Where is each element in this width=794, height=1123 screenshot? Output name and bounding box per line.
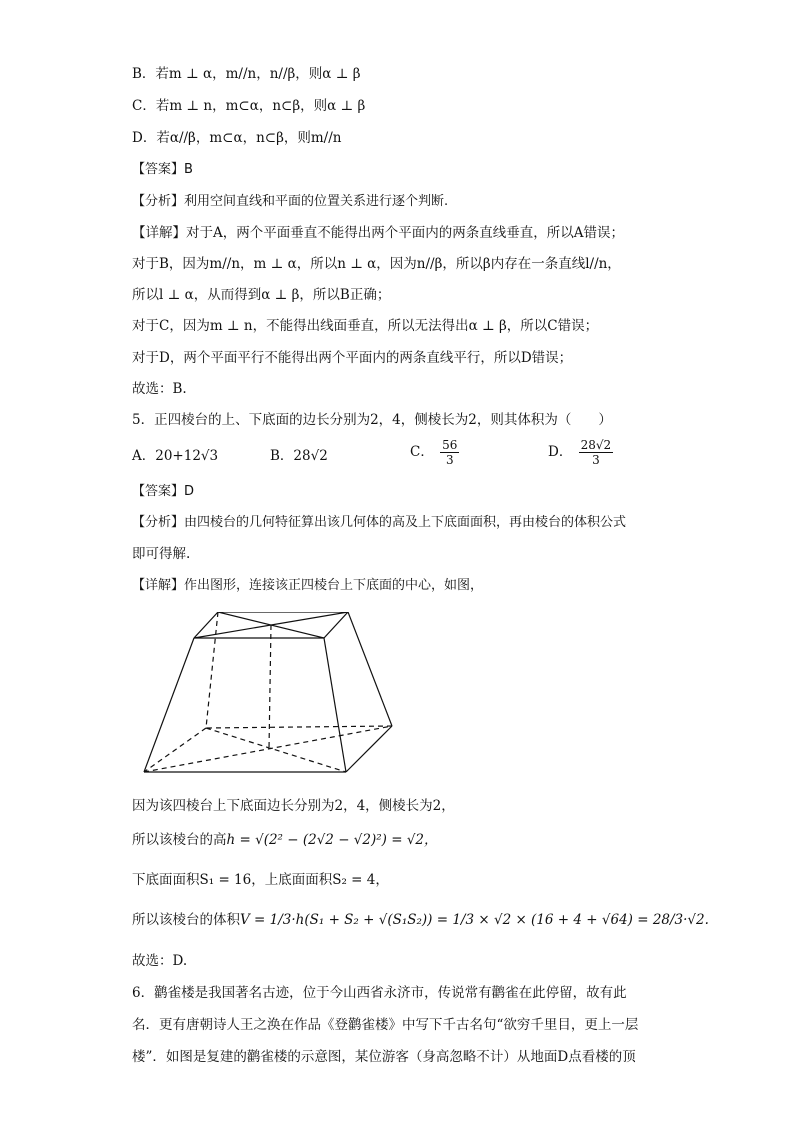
q5-option-c-denominator: 3: [445, 453, 454, 467]
detail-5-2: 因为该四棱台上下底面边长分别为2，4，侧棱长为2，: [132, 798, 455, 814]
detail-4-4: 对于C，因为m ⊥ n，不能得出线面垂直，所以无法得出α ⊥ β，所以C错误；: [132, 318, 599, 334]
q5-option-d-numerator: 28√2: [580, 438, 612, 452]
choose-4: 故选：B.: [132, 381, 187, 397]
q5-option-a: A．20+12√3: [132, 448, 219, 464]
center-axis: [269, 625, 271, 749]
height-formula: h = √(2² − (2√2 − √2)²) = √2，: [226, 832, 438, 848]
area-line: 下底面面积S₁ = 16，上底面面积S₂ = 4，: [132, 872, 389, 888]
q5-option-b: B．28√2: [270, 448, 328, 464]
volume-prefix: 所以该棱台的体积: [132, 912, 240, 928]
analysis-5-2: 即可得解.: [132, 546, 191, 562]
bottom-edge-right: [346, 726, 392, 772]
option-b: B．若m ⊥ α，m//n，n//β，则α ⊥ β: [132, 66, 361, 82]
analysis-5-1: 【分析】由四棱台的几何特征算出该几何体的高及上下底面面积，再由棱台的体积公式: [132, 515, 627, 530]
option-d: D．若α//β，m⊂α，n⊂β，则m//n: [132, 130, 342, 146]
question-6-line-3: 楼”．如图是复建的鹳雀楼的示意图，某位游客（身高忽略不计）从地面D点看楼的顶: [132, 1049, 636, 1065]
bottom-edge-back-hidden: [206, 726, 392, 728]
frustum-figure: [138, 612, 400, 778]
bottom-edge-left-hidden: [144, 728, 206, 772]
detail-4-3: 所以l ⊥ α，从而得到α ⊥ β，所以B正确；: [132, 287, 391, 303]
q5-option-d-label: D．: [548, 444, 573, 460]
bottom-diagonal-2: [206, 728, 346, 772]
lateral-edge-front-right: [324, 638, 346, 772]
question-5: 5．正四棱台的上、下底面的边长分别为2，4，侧棱长为2，则其体积为（ ）: [132, 412, 612, 428]
bottom-diagonal-1: [144, 726, 392, 772]
detail-4-2: 对于B，因为m//n，m ⊥ α，所以n ⊥ α，因为n//β，所以β内存在一条直线l//n，: [132, 256, 621, 272]
height-prefix: 所以该棱台的高: [132, 832, 227, 848]
height-line: [132, 830, 438, 850]
question-6-line-2: 名．更有唐朝诗人王之涣在作品《登鹳雀楼》中写下千古名句“欲穷千里目，更上一层: [132, 1017, 639, 1033]
q5-option-c-numerator: 56: [442, 438, 458, 452]
q5-option-d-denominator: 3: [592, 453, 600, 467]
q5-option-c-fraction: [440, 438, 459, 467]
answer-5: 【答案】D: [132, 484, 195, 499]
question-6-line-1: 6．鹳雀楼是我国著名古迹，位于今山西省永济市，传说常有鹳雀在此停留，故有此: [132, 985, 627, 1001]
q5-option-d: [548, 438, 615, 467]
answer-4: 【答案】B: [132, 162, 193, 177]
lateral-edge-back-left-hidden: [206, 612, 218, 728]
detail-5-1: 【详解】作出图形，连接该正四棱台上下底面的中心，如图，: [132, 578, 484, 593]
volume-line: [132, 910, 709, 930]
q5-option-c-label: C．: [410, 444, 434, 460]
option-c: C．若m ⊥ n，m⊂α，n⊂β，则α ⊥ β: [132, 98, 366, 114]
lateral-edge-front-left: [144, 638, 194, 772]
choose-5: 故选：D.: [132, 953, 188, 969]
q5-option-d-fraction: [579, 438, 614, 467]
analysis-4: 【分析】利用空间直线和平面的位置关系进行逐个判断.: [132, 194, 449, 209]
lateral-edge-back-right: [348, 612, 392, 726]
detail-4-1: 【详解】对于A，两个平面垂直不能得出两个平面内的两条直线垂直，所以A错误；: [132, 225, 624, 241]
volume-formula: V = 1/3·h(S₁ + S₂ + √(S₁S₂)) = 1/3 × √2 × (16 + 4 + √64) = 28/3·√2.: [240, 912, 709, 928]
detail-4-5: 对于D，两个平面平行不能得出两个平面内的两条直线平行，所以D错误；: [132, 350, 573, 366]
q5-option-c: [410, 438, 461, 467]
